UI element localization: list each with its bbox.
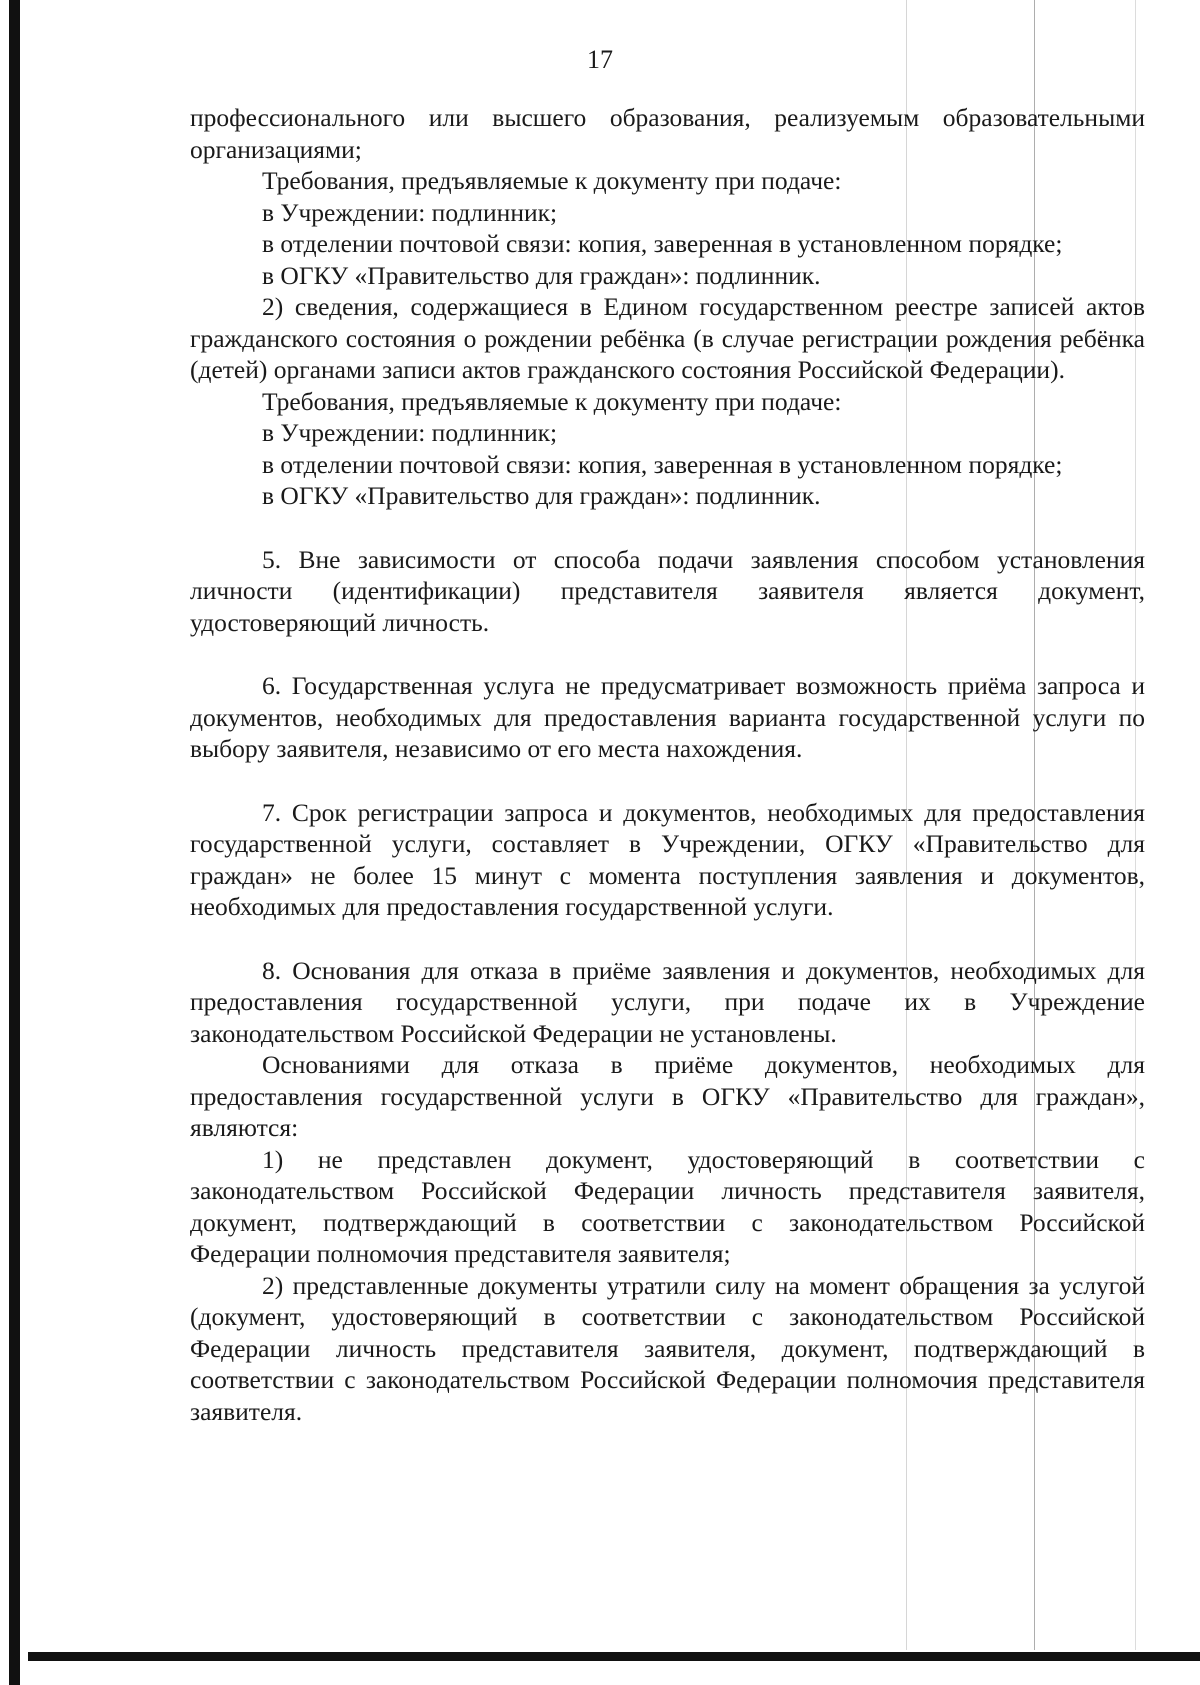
paragraph: Требования, предъявляемые к документу при подаче: xyxy=(262,166,842,195)
document-body xyxy=(190,102,1145,1427)
paragraph: Требования, предъявляемые к документу при подаче: xyxy=(262,386,842,416)
section-8-paragraph: 8. Основания для отказа в приёме заявления и документов, необходимых для предоставления государственной услуги, при подаче их в Учреждение законодательством Российской Федерации не установлены. xyxy=(190,955,1145,1048)
section-5-paragraph: 5. Вне зависимости от способа подачи заявления способом установления личности (идентификации) представителя заявителя является документ, удостоверяющий личность. xyxy=(190,544,1145,637)
scan-left-border xyxy=(9,0,20,1685)
list-item: 2) представленные документы утратили силу на момент обращения за услугой (документ, удостоверяющий в соответствии с законодательством Российской Федерации личность представителя заявителя, документ, подтверждающий в соответствии с законодательством Российской Федерации полномочия представителя заявителя. xyxy=(190,1270,1145,1426)
paragraph: Основаниями для отказа в приёме документов, необходимых для предоставления государственной услуги в ОГКУ «Правительство для граждан», являются: xyxy=(190,1050,1145,1142)
scan-bottom-border xyxy=(28,1652,1200,1661)
paragraph: 2) сведения, содержащиеся в Едином государственном реестре записей актов гражданского состояния о рождении ребёнка (в случае регистрации рождения ребёнка (детей) органами записи актов гражданского состояния Российской Федерации). xyxy=(190,292,1145,384)
list-item: 1) не представлен документ, удостоверяющий в соответствии с законодательством Российской Федерации личность представителя заявителя, документ, подтверждающий в соответствии с законодательством Российской Федерации полномочия представителя заявителя; xyxy=(190,1144,1145,1268)
page-number: 17 xyxy=(587,45,613,74)
section-6-paragraph: 6. Государственная услуга не предусматривает возможность приёма запроса и документов, необходимых для предоставления варианта государственной услуги по выбору заявителя, независимо от его места нахождения. xyxy=(190,671,1145,763)
paragraph: в отделении почтовой связи: копия, заверенная в установленном порядке; xyxy=(262,229,1063,258)
paragraph: в Учреждении: подлинник; xyxy=(262,418,558,447)
paragraph: в ОГКУ «Правительство для граждан»: подлинник. xyxy=(262,481,821,510)
paragraph: в отделении почтовой связи: копия, заверенная в установленном порядке; xyxy=(262,449,1063,479)
paragraph: в ОГКУ «Правительство для граждан»: подлинник. xyxy=(262,260,821,290)
paragraph: профессионального или высшего образования, реализуемым образовательными организациями; xyxy=(190,103,1145,164)
section-7-paragraph: 7. Срок регистрации запроса и документов, необходимых для предоставления государственной услуги, составляет в Учреждении, ОГКУ «Правительство для граждан» не более 15 минут с момента поступления заявления и документов, необходимых для предоставления государственной услуги. xyxy=(190,797,1145,921)
paragraph: в Учреждении: подлинник; xyxy=(262,197,558,227)
